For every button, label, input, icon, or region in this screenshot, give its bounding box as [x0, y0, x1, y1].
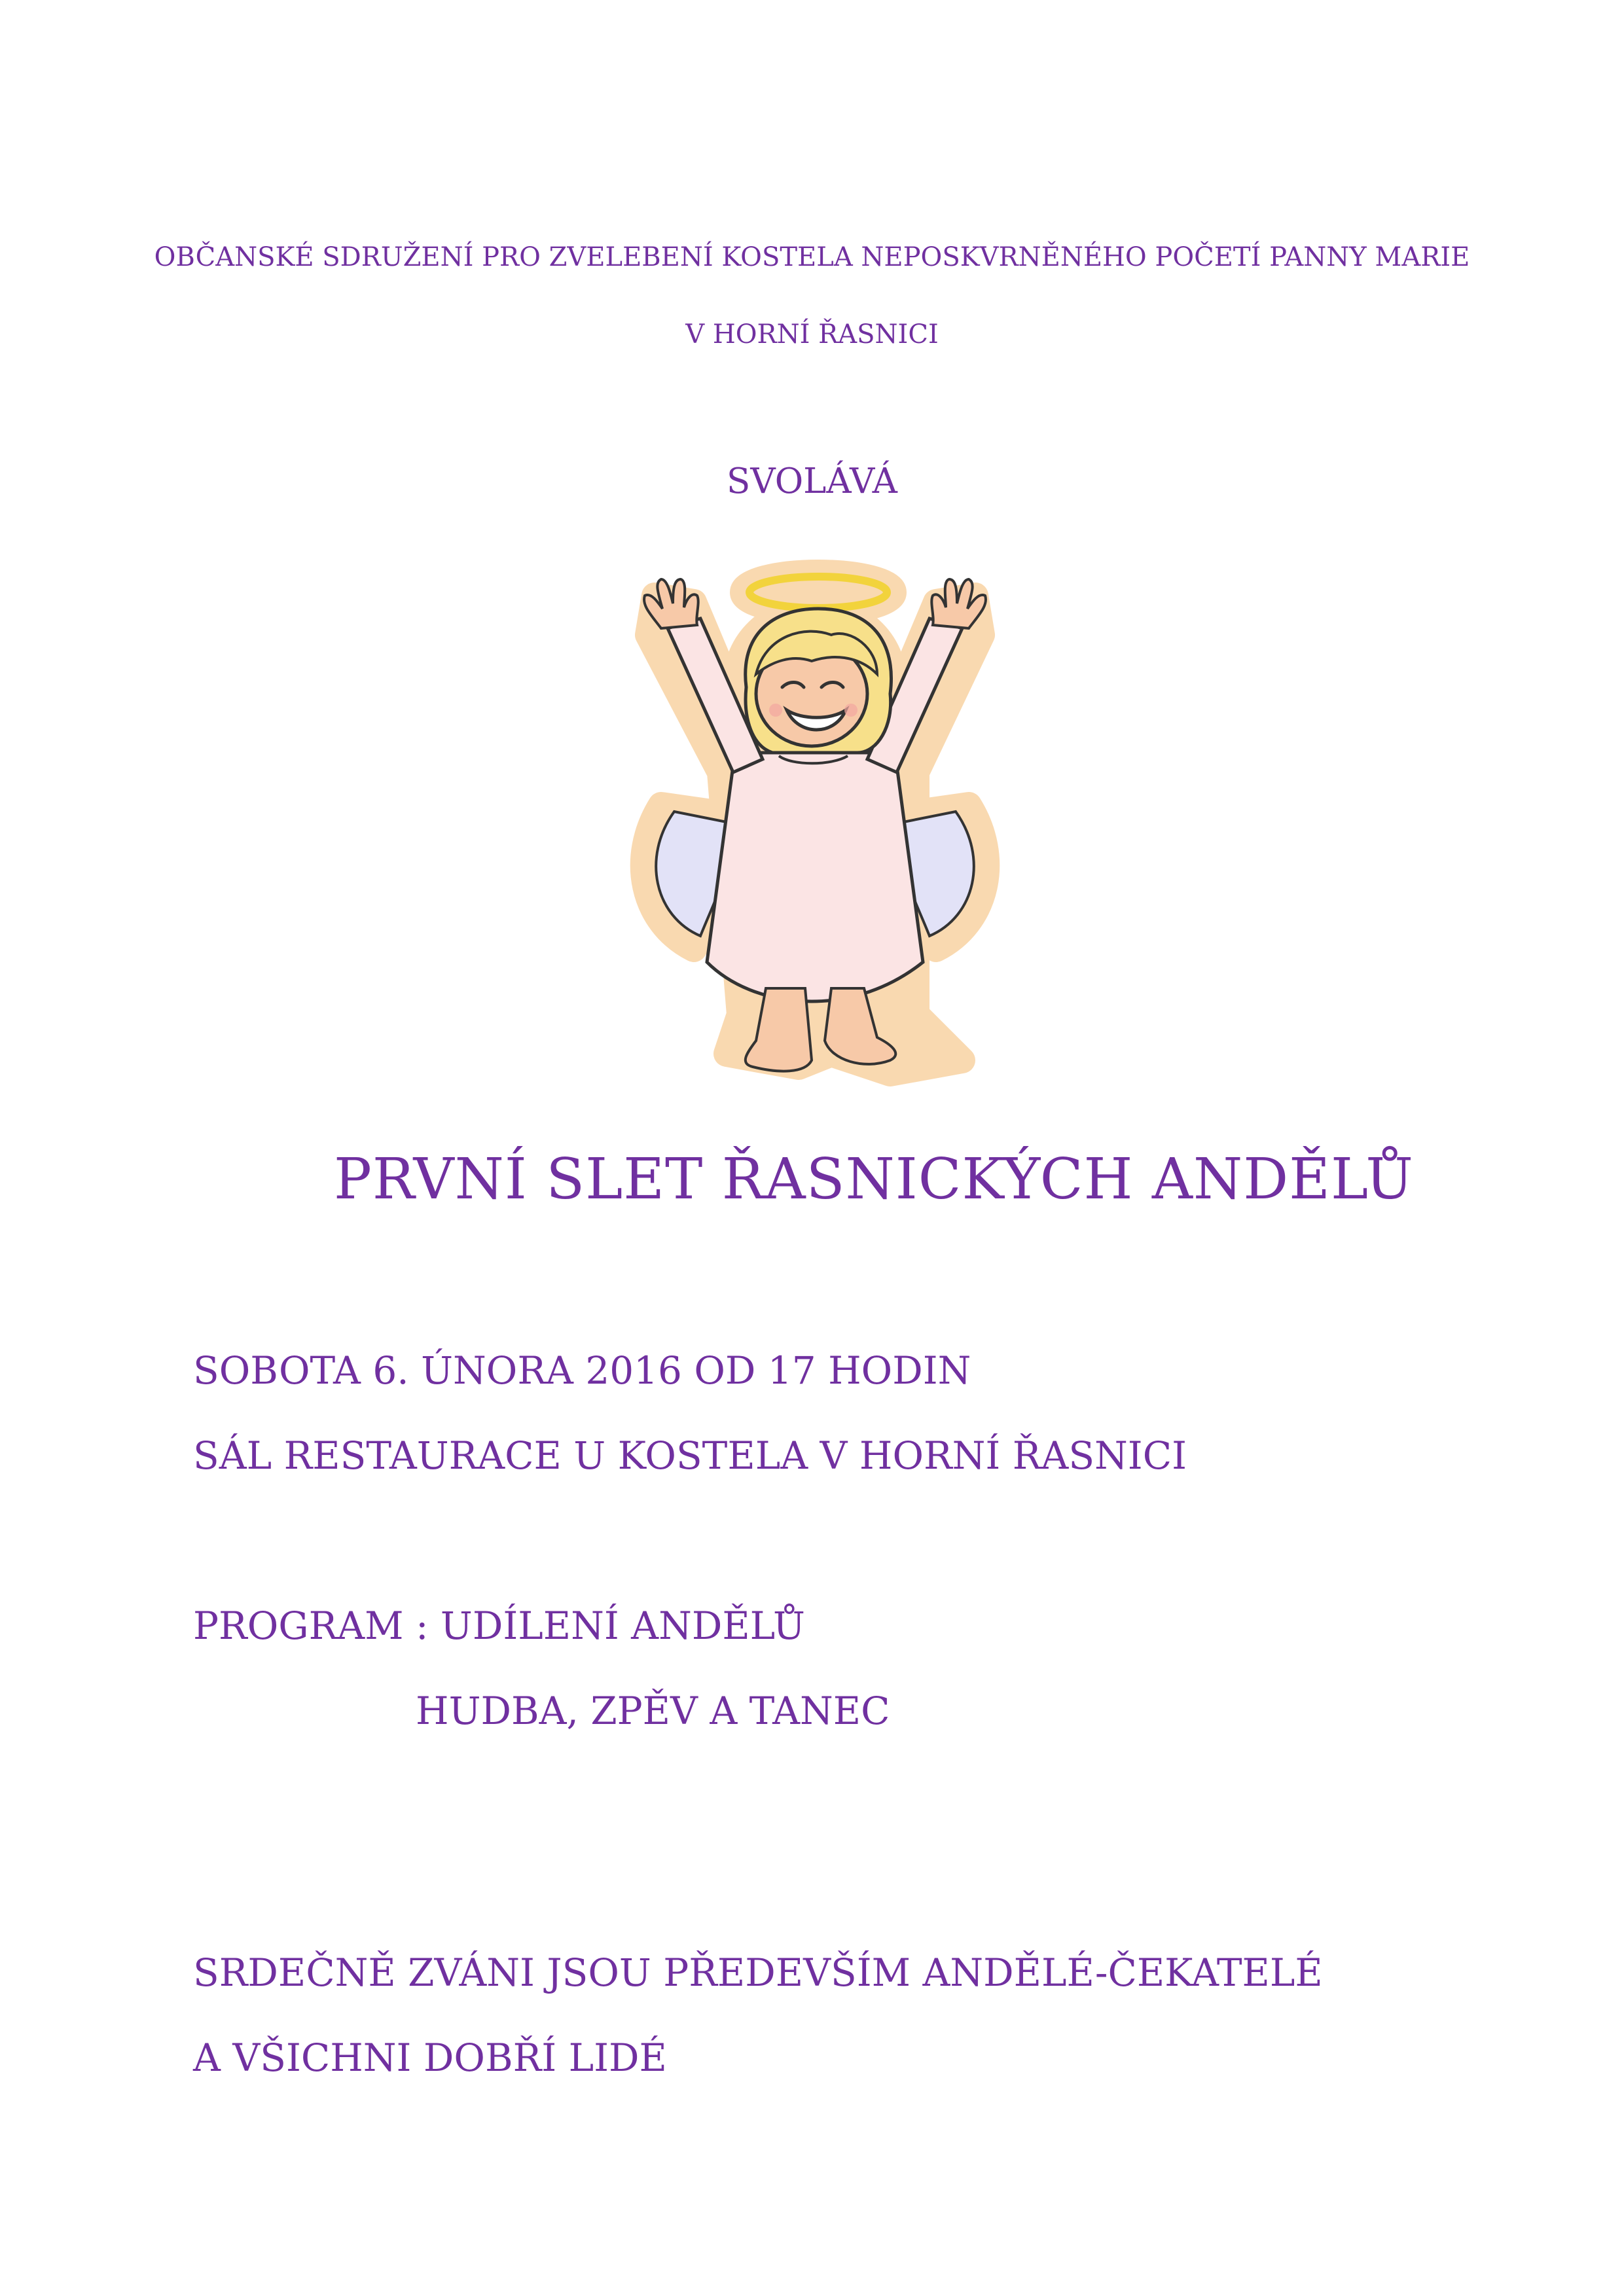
- program-item: HUDBA, ZPĚV A TANEC: [416, 1689, 890, 1733]
- organization-name: OBČANSKÉ SDRUŽENÍ PRO ZVELEBENÍ KOSTELA NEPOSKVRNĚNÉHO POČETÍ PANNY MARIE: [154, 242, 1470, 272]
- robe-shape: [707, 753, 923, 1001]
- event-date-time: SOBOTA 6. ÚNORA 2016 OD 17 HODIN: [193, 1348, 971, 1393]
- invitation-line-2: A VŠICHNI DOBŘÍ LIDÉ: [193, 2036, 667, 2080]
- invitation-line: SRDEČNĚ ZVÁNI JSOU PŘEDEVŠÍM ANDĚLÉ-ČEKATELÉ: [193, 1950, 1323, 1995]
- angel-icon: [615, 556, 1015, 1100]
- event-venue: SÁL RESTAURACE U KOSTELA V HORNÍ ŘASNICI: [193, 1433, 1187, 1478]
- event-title: PRVNÍ SLET ŘASNICKÝCH ANDĚLŮ: [334, 1147, 1414, 1212]
- convenes-heading: SVOLÁVÁ: [727, 461, 897, 501]
- program-line: PROGRAM : UDÍLENÍ ANDĚLŮ: [193, 1604, 805, 1648]
- organization-location: V HORNÍ ŘASNICI: [685, 319, 939, 350]
